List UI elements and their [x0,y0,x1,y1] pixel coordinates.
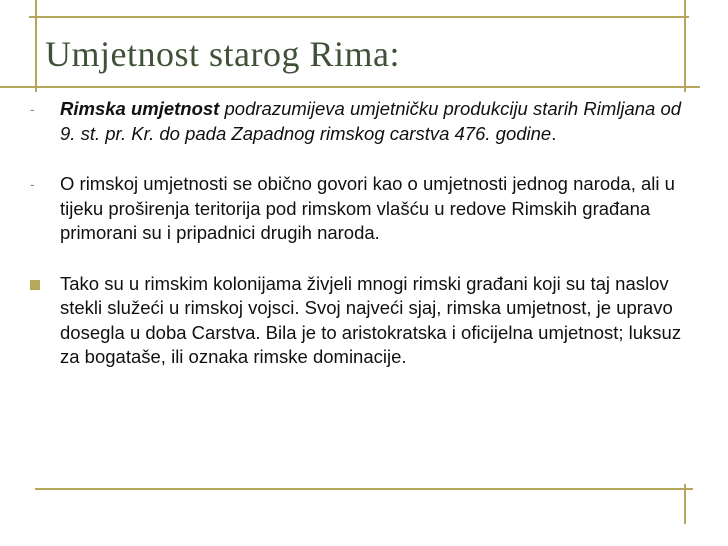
left-frame-line [35,0,37,92]
bullet-item-1 [30,97,685,146]
bullet-1-tail: . [551,122,557,144]
right-frame-line [684,0,686,92]
bullet-item-3 [30,272,685,370]
square-bullet-icon [30,280,40,290]
slide-title: Umjetnost starog Rima: [45,34,400,74]
dash-bullet-icon: - [30,101,35,117]
bullet-1-text: podrazumijeva umjetničku produkciju starih Rimljana od 9. st. pr. Kr. do pada Zapadnog rimskog carstva 476. godine [60,98,682,144]
title-divider [0,86,700,88]
bottom-frame-line [684,484,686,524]
bullet-2-text: O rimskoj umjetnosti se obično govori kao o umjetnosti jednog naroda, ali u tijeku proširenja teritorija pod rimskom vlašću u redove Rimskih građana primorani su i pripadnici drugih naroda. [60,173,675,243]
bottom-rule [35,488,693,490]
bullet-item-2 [30,172,685,246]
bullet-1-emphasis: Rimska umjetnost [60,98,220,119]
bullet-list [30,97,685,396]
bullet-3-text: Tako su u rimskim kolonijama živjeli mnogi rimski građani koji su taj naslov stekli služeći u rimskoj vojsci. Svoj najveći sjaj, rimska umjetnost, je upravo dosegla u doba Carstva. Bila je to aristokratska i oficijelna umjetnost; luksuz za bogataše, ili oznaka rimske dominacije. [60,272,682,367]
dash-bullet-icon: - [30,176,35,192]
top-rule [29,16,689,18]
